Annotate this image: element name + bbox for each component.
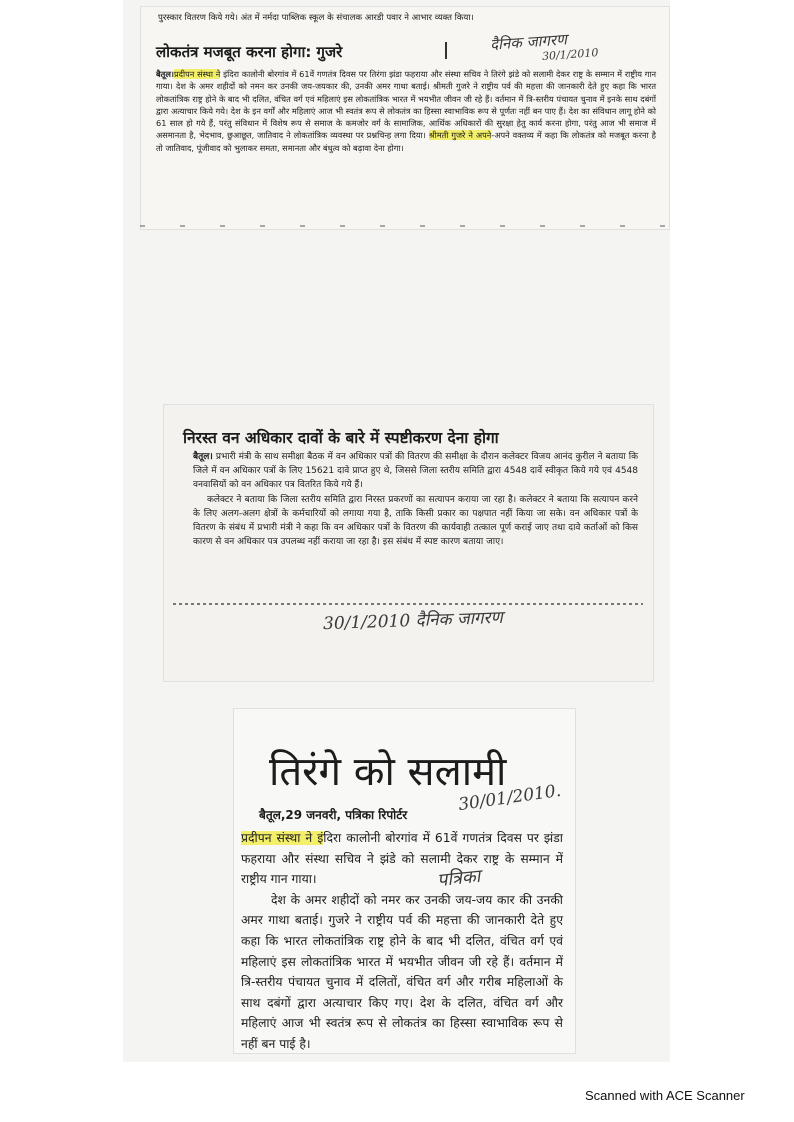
handwritten-date-tag: 30/1/2010 — [541, 46, 599, 63]
handwritten-source-tag: दैनिक जागरण — [489, 30, 568, 54]
body-part: कलेक्टर ने बताया कि जिला स्तरीय समिति द्वारा निरस्त प्रकरणों का सत्यापन कराया जा रहा है। कलेक्टर ने बताया कि सत्यापन करने के लिए अलग-अलग क्षेत्रों के कर्मचारियों को लगाया गया है, ताकि किसी प्रकार का पक्षपात नहीं किया जा सके। वन अधिकार पत्रों के वितरण के संबंध में प्रभारी मंत्री ने कहा कि वन अधिकार पत्रों के वितरण की कार्यवाही तत्काल पूर्ण कराई जाए तथा दावे कर्ताओं को किस कारण से वन अधिकार पत्र उपलब्ध नहीं कराया जा रहा है। इस संबंध में स्पष्ट कारण बताया जाए। — [193, 494, 638, 548]
highlighted-text: श्रीमती गुजरे ने अपने — [428, 130, 492, 141]
clipping-body — [241, 828, 563, 1054]
dateline: बैतूल। — [156, 69, 174, 79]
clipping-body — [193, 450, 638, 549]
news-clipping-salute — [233, 708, 576, 1054]
torn-edge — [140, 225, 670, 227]
handwritten-source-tag: पत्रिका — [436, 865, 482, 892]
clipping-headline: तिरंगे को सलामी — [269, 749, 507, 795]
body-part: प्रभारी मंत्री के साथ समीक्षा बैठक में वन अधिकार पत्रों की वितरण की समीक्षा के दौरान कलेक्टर विजय आनंद कुरील ने बताया कि जिले में वन अधिकार पत्रों के लिए 15621 दावे प्राप्त हुए थे, जिससे जिला स्तरीय समिति द्वारा 4548 दावें स्वीकृत किये गये एवं 4548 वनवासियों को वन अधिकार पत्र वितरित किये गये हैं। — [193, 452, 638, 491]
news-clipping-democracy — [140, 6, 670, 230]
clipping-top-line: पुरस्कार वितरण किये गये। अंत में नर्मदा पाब्लिक स्कूल के संचालक आरडी पवार ने आभार व्यक्त किया। — [158, 13, 474, 23]
body-part: इंदिरा कालोनी बोरगांव में 61वें गणतंत्र दिवस पर तिरंगा झंडा फहराया और संस्था सचिव ने तिरंगे झंडे को सलामी देकर राष्ट्र के सम्मान में राष्ट्रीय गान गाया। देश के अमर शहीदों को नमन कर उनकी जय-जयकार की, उनकी अमर गाथा बताई। श्रीमती गुजरे ने राष्ट्रीय पर्व की महत्ता की जानकारी देते हुए कहा कि भारत लोकतांत्रिक राष्ट्र होने के बाद भी दलित, वंचित वर्ग एवं महिलाएं इस लोकतांत्रिक भारत में भयभीत जीवन जी रहे हैं। वर्तमान में त्रि-स्तरीय पंचायत चुनाव में इनके साथ दबंगों द्वारा अत्याचार किये गये। देश के इन वर्गों और महिलाएं आज भी स्वतंत्र रूप से लोकतंत्र का हिस्सा स्वाभाविक रूप से पूर्णतः नहीं बन पाए हैं। देश का संविधान लागू होने को 61 साल हो गये हैं, परंतु संविधान में विशेष रूप से समाज के कमजोर वर्ग के सामाजिक, आर्थिक अधिकारों की सुरक्षा हेतु कार्य करना होगा, परंतु आज भी समाज में असमानता है, भेदभाव, छुआछूत, जातिवाद ने लोकतांत्रिक व्यवस्था पर प्रश्नचिन्ह लगा दिया। — [156, 69, 656, 141]
highlighted-text: प्रदीपन संस्था ने — [174, 69, 221, 79]
clipping-headline: निरस्त वन अधिकार दावों के बारे में स्पष्टीकरण देना होगा — [183, 429, 499, 447]
highlighted-text: प्रदीपन संस्था ने इं — [241, 831, 324, 845]
dateline: बैतूल। — [193, 452, 213, 462]
clipping-headline: लोकतंत्र मजबूत करना होगा: गुजरे — [156, 43, 343, 61]
handwritten-stroke — [445, 42, 447, 59]
body-part: दिरा कालोनी बोरगांव में 61वें गणतंत्र दिवस पर झंडा फहराया और संस्था सचिव ने झंडे को सलामी देकर राष्ट्र के सम्मान में राष्ट्रीय गान गाया। — [241, 831, 563, 887]
body-part: देश के अमर शहीदों को नमर कर उनकी जय-जय कार की उनकी अमर गाथा बताई। गुजरे ने राष्ट्रीय पर्व की महत्ता की जानकारी देते हुए कहा कि भारत लोकतांत्रिक राष्ट्र होने के बाद भी दलित, वंचित वर्ग एवं महिलाएं इस लोकतांत्रिक भारत में भयभीत जीवन जी रहे हैं। वर्तमान में त्रि-स्तरीय पंचायत चुनाव में दलितों, वंचित वर्ग और गरीब महिलाओं के साथ दबंगों द्वारा अत्याचार किए गए। देश के दलित, वंचित वर्ग और महिलाएं आज भी स्वतंत्र रूप से लोकतंत्र का हिस्सा स्वाभाविक रूप से नहीं बन पाई है। — [241, 892, 563, 1051]
handwritten-date-tag: 30/01/2010. — [457, 780, 563, 816]
dateline: बैतूल,29 जनवरी, पत्रिका रिपोर्टर — [259, 808, 408, 822]
body-part: -अपने वक्तव्य में कहा कि लोकतंत्र को मजबूत करना है तो जातिवाद, पूंजीवाद को भुलाकर समता, समानता और बंधुत्व को बढ़ावा देना होगा। — [156, 130, 657, 153]
news-clipping-forest-rights — [163, 404, 654, 682]
handwritten-date-source-tag: 30/1/2010 दैनिक जागरण — [322, 607, 504, 635]
scanner-watermark: Scanned with ACE Scanner — [585, 1088, 745, 1103]
dotted-separator — [173, 603, 643, 605]
clipping-body — [156, 68, 656, 154]
